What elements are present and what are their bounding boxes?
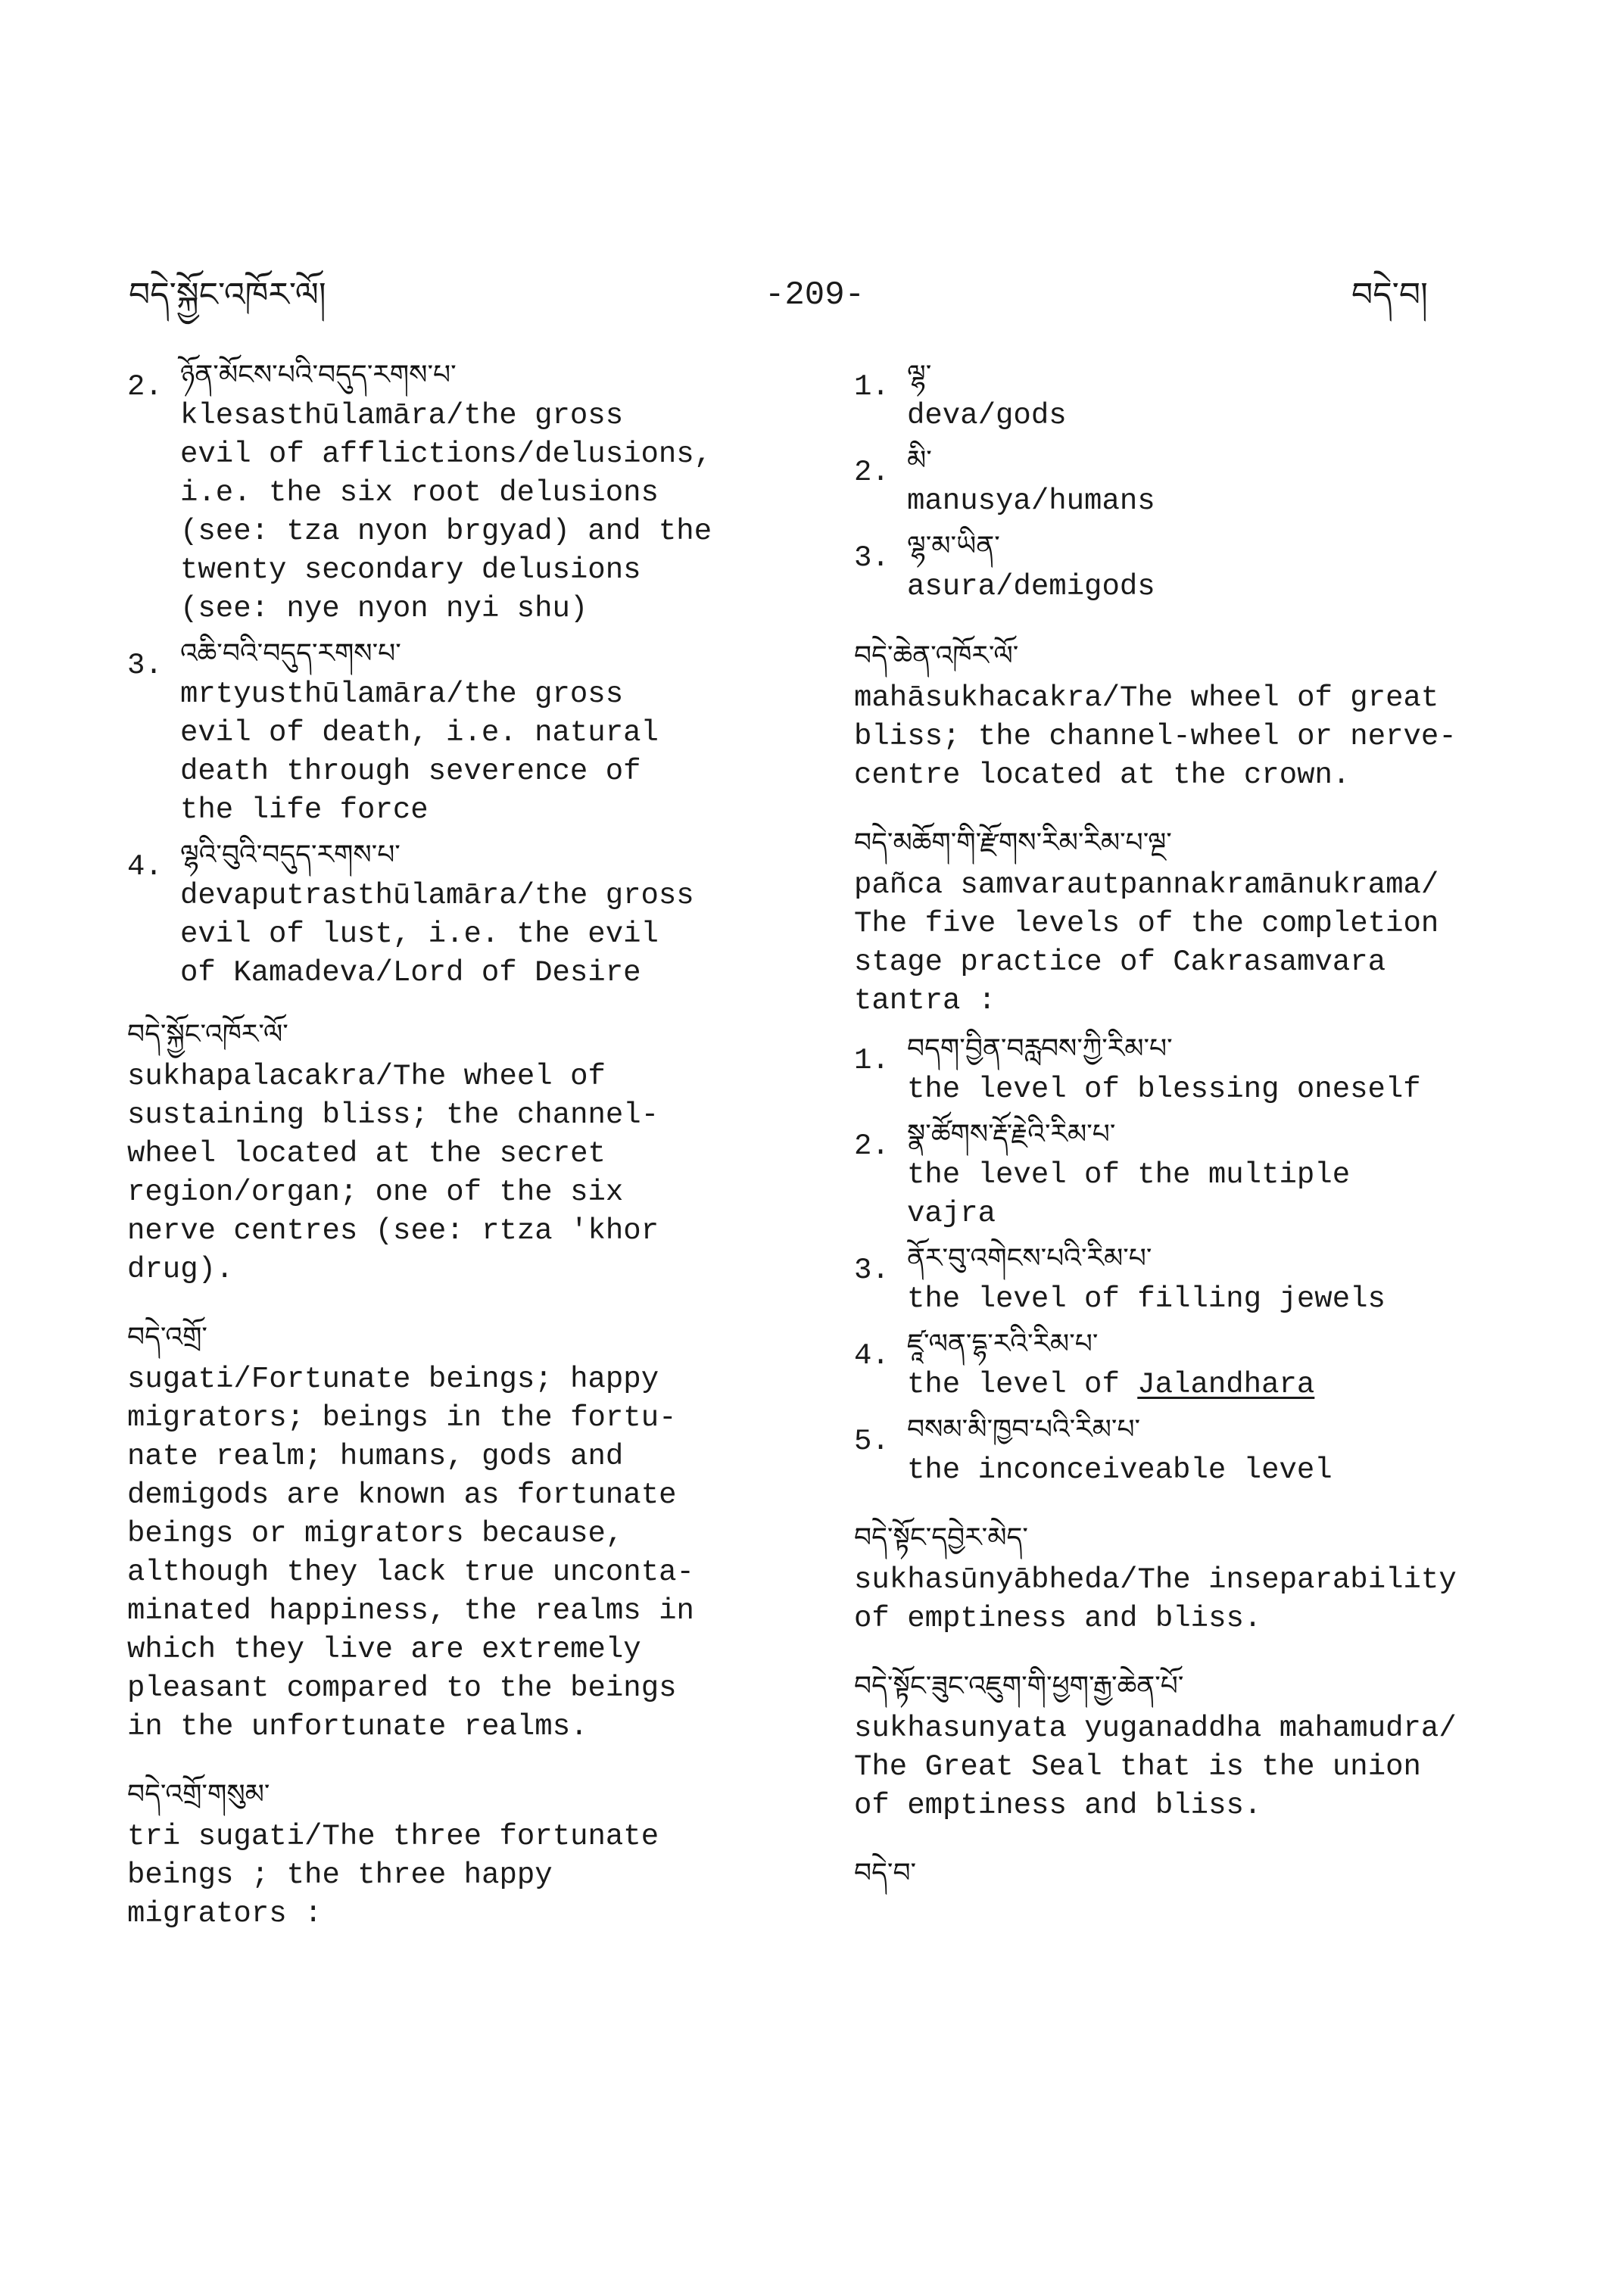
entry-definition: tri sugati/The three fortunate beings ; the three happy migrators : <box>127 1820 659 1930</box>
definition: devaputrasthūlamāra/the gross evil of lust, i.e. the evil of Kamadeva/Lord of Desire <box>180 879 694 989</box>
list-number: 5. <box>854 1425 890 1458</box>
dictionary-entry <box>854 637 1535 795</box>
entry-definition: pañca samvarautpannakramānukrama/ The five levels of the completion stage practice of Cakrasamvara tantra : <box>854 868 1439 1017</box>
dictionary-entry <box>854 824 1535 1490</box>
tibetan-term: བསམ་མི་ཁྱབ་པའི་རིམ་པ་ <box>907 1414 1141 1445</box>
page-number: -209- <box>765 276 865 314</box>
list-continuation <box>854 354 1535 606</box>
entry-headword: བདེ་འགྲོ་ <box>127 1322 207 1353</box>
list-item <box>854 354 1535 435</box>
definition-prefix: the level of <box>907 1368 1138 1401</box>
entry-definition: sugati/Fortunate beings; happy migrators; beings in the fortu- nate realm; humans, gods and demigods are known as fortunate beings or migrators because, although they lack true unconta- minated happiness, the realms in which they live are extremely pleasant compared to the beings in the unfortunate realms. <box>127 1363 694 1743</box>
list-item <box>854 1409 1535 1490</box>
list-item <box>854 1323 1535 1404</box>
entry-headword: བདེ་མཆོག་གི་རྫོགས་རིམ་རིམ་པ་ལྔ་ <box>854 827 1172 858</box>
underlined-term: Jalandhara <box>1137 1368 1315 1401</box>
entry-definition: sukhapalacakra/The wheel of sustaining bliss; the channel- wheel located at the secret region/organ; one of the six nerve centres (see: rtza 'khor drug). <box>127 1060 659 1286</box>
right-column <box>854 354 1535 1922</box>
list-number: 1. <box>854 370 890 403</box>
tibetan-term: ནོར་བུ་འགེངས་པའི་རིམ་པ་ <box>907 1243 1152 1274</box>
definition <box>907 1366 1535 1404</box>
list-number: 1. <box>854 1044 890 1077</box>
list-item <box>127 834 793 992</box>
tibetan-term: མི་ <box>907 445 932 476</box>
list-item <box>854 1238 1535 1319</box>
entry-headword: བདེ་འགྲོ་གསུམ་ <box>127 1779 270 1810</box>
definition: the inconceiveable level <box>907 1453 1333 1487</box>
header-left-term: བདེ་སྐྱོང་འཁོར་ལོ། <box>129 276 326 314</box>
list-number: 2. <box>854 456 890 489</box>
list-number: 4. <box>854 1339 890 1372</box>
dictionary-entry <box>127 1318 793 1746</box>
header-right-term: བདེ་བ། <box>1351 276 1428 314</box>
levels-list <box>854 1028 1535 1490</box>
tibetan-term: སྣ་ཚོགས་རྡོ་རྗེའི་རིམ་པ་ <box>907 1119 1116 1150</box>
list-item <box>127 354 793 628</box>
entry-headword: བདེ་ཆེན་འཁོར་ལོ་ <box>854 640 1019 671</box>
list-item <box>854 1114 1535 1233</box>
list-number: 3. <box>127 649 163 682</box>
entry-headword: བདེ་སྟོང་དབྱེར་མེད་ <box>854 1522 1028 1553</box>
dictionary-entry <box>854 1667 1535 1825</box>
dictionary-entry <box>854 1519 1535 1638</box>
definition: the level of filling jewels <box>907 1282 1386 1316</box>
definition: asura/demigods <box>907 570 1155 603</box>
list-number: 4. <box>127 850 163 883</box>
list-number: 3. <box>854 1254 890 1287</box>
definition: the level of the multiple vajra <box>907 1158 1351 1230</box>
dictionary-entry <box>127 1015 793 1289</box>
list-item <box>854 525 1535 606</box>
definition: the level of blessing oneself <box>907 1073 1421 1106</box>
entry-headword: བདེ་སྟོང་ཟུང་འཇུག་གི་ཕྱག་རྒྱ་ཆེན་པོ་ <box>854 1671 1184 1702</box>
tibetan-term: བདག་བྱིན་བརླབས་ཀྱི་རིམ་པ་ <box>907 1033 1173 1064</box>
list-number: 2. <box>127 370 163 403</box>
list-item <box>854 440 1535 521</box>
list-item <box>854 1028 1535 1109</box>
entry-headword: བདེ་བ་ <box>854 1858 917 1889</box>
dictionary-entry <box>854 1854 1535 1893</box>
tibetan-term: ལྷ་མ་ཡིན་ <box>907 531 1000 562</box>
tibetan-term: ཛཱ་ལན་དྷ་རའི་རིམ་པ་ <box>907 1329 1099 1360</box>
tibetan-term: ལྷའི་བུའི་བདུད་རགས་པ་ <box>180 840 401 871</box>
dictionary-entry <box>127 1775 793 1933</box>
list-number: 2. <box>854 1129 890 1163</box>
tibetan-term: ཉོན་མོངས་པའི་བདུད་རགས་པ་ <box>180 360 457 391</box>
entry-definition: sukhasunyata yuganaddha mahamudra/ The Great Seal that is the union of emptiness and bliss. <box>854 1712 1457 1822</box>
entry-headword: བདེ་སྐྱོང་འཁོར་ལོ་ <box>127 1019 288 1050</box>
list-continuation <box>127 354 793 992</box>
left-column <box>127 354 793 1962</box>
entry-definition: mahāsukhacakra/The wheel of great bliss; the channel-wheel or nerve- centre located at the crown. <box>854 681 1457 792</box>
list-number: 3. <box>854 541 890 575</box>
definition: deva/gods <box>907 399 1067 432</box>
tibetan-term: འཆི་བའི་བདུད་རགས་པ་ <box>180 638 401 669</box>
entry-definition: sukhasūnyābheda/The inseparability of emptiness and bliss. <box>854 1563 1457 1635</box>
tibetan-term: ལྷ་ <box>907 360 932 391</box>
definition: klesasthūlamāra/the gross evil of afflictions/delusions, i.e. the six root delusions (see: tza nyon brgyad) and the twenty secondary delusions (see: nye nyon nyi shu) <box>180 399 712 625</box>
definition: mrtyusthūlamāra/the gross evil of death, i.e. natural death through severence of the life force <box>180 678 659 827</box>
definition: manusya/humans <box>907 484 1155 518</box>
list-item <box>127 633 793 830</box>
